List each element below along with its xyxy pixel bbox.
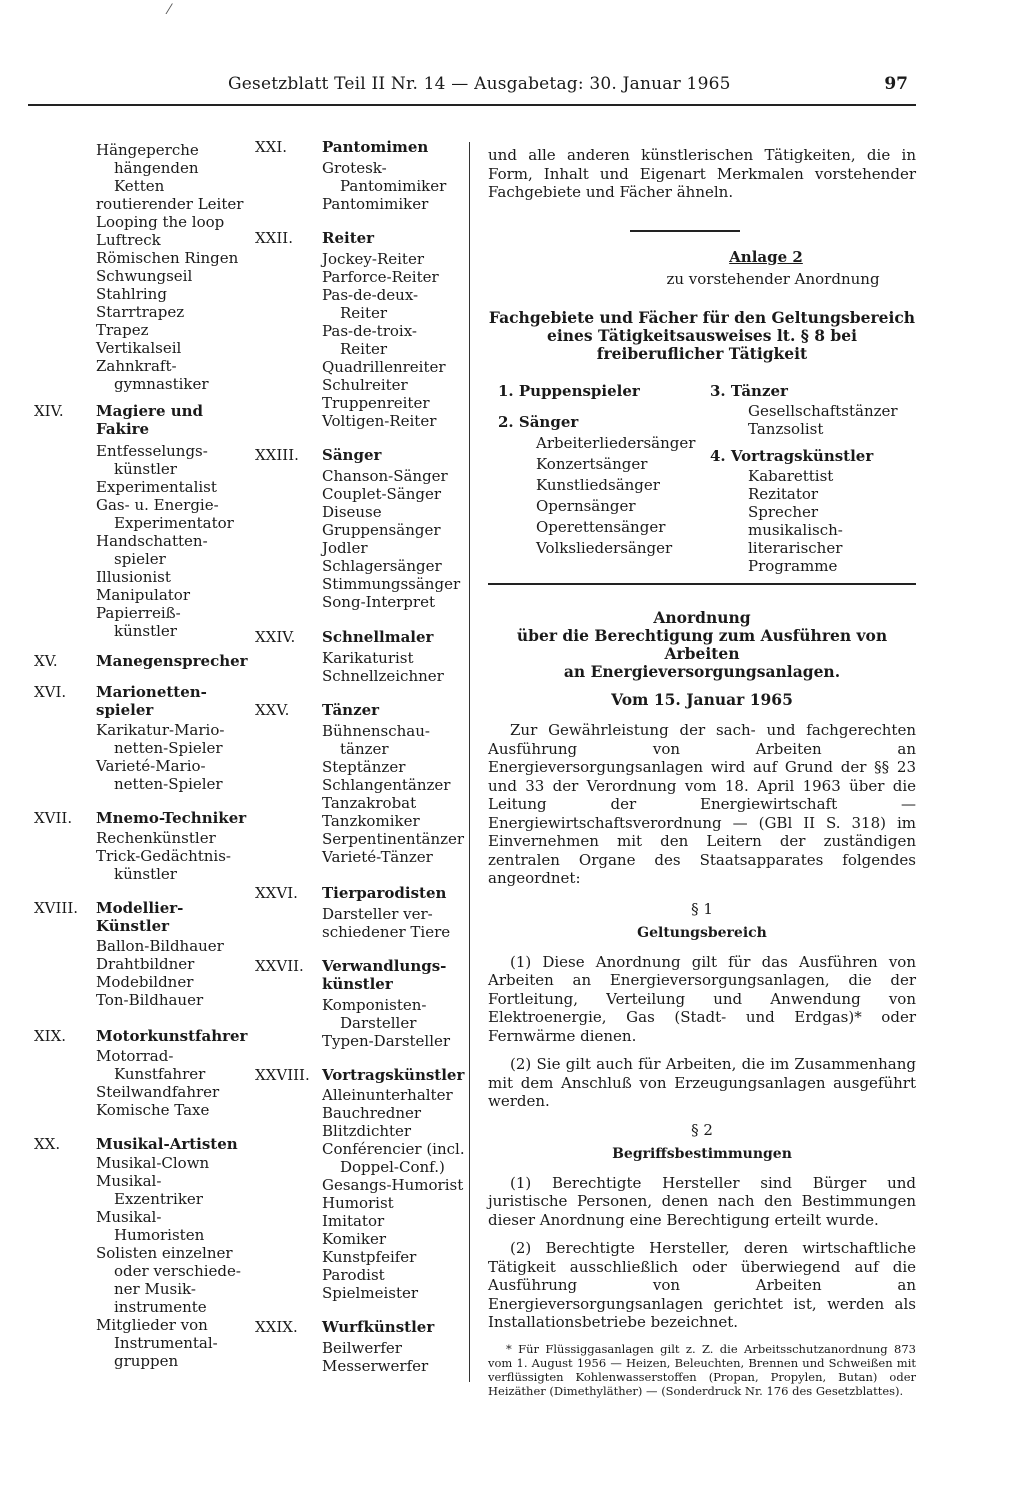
list-item: Pantomimiker xyxy=(322,195,429,213)
paragraph: (1) Berechtigte Hersteller sind Bürger und juristische Personen, denen nach den Bestimmungen dieser Anordnung eine Berechtigung erteilt wurde. xyxy=(488,1173,916,1229)
preamble-paragraph: Zur Gewährleistung der sach- und fachgerechten Ausführung von Arbeiten an Energieversorgungsanlagen wird auf Grund der §§ 23 und 33 der Verordnung vom 18. April 1963 über die Leitung der Energiewirtschaft — Energiewirtschaftsverordnung — (GBl II S. 318) im Einvernehmen mit den Leitern der zuständigen zentralen Organe des Staatsapparates folgendes angeordnet: xyxy=(488,721,916,887)
list-item: Looping the loop xyxy=(96,213,225,231)
list-item: Operettensänger xyxy=(536,517,666,536)
section-title: Fachgebiete und Fächer für den Geltungsbereich eines Tätigkeitsausweises lt. § 8 bei freiberuflicher Tätigkeit xyxy=(488,307,916,363)
list-item: Couplet-Sänger xyxy=(322,485,442,503)
group-heading: XVIII. Modellier- xyxy=(34,899,184,917)
anordnung-title: Anordnung über die Berechtigung zum Ausführen von Arbeiten an Energieversorgungsanlagen. xyxy=(516,607,888,681)
group-xiv xyxy=(34,402,256,640)
paragraph: (2) Sie gilt auch für Arbeiten, die im Zusammenhang mit dem Anschluß von Erzeugungsanlagen ausgeführt werden. xyxy=(488,1055,916,1110)
roman-numeral: XXV. xyxy=(255,701,290,719)
group-heading: künstler xyxy=(322,975,393,993)
list-item: Luftreck xyxy=(96,231,161,249)
list-item: Trapez xyxy=(96,321,149,339)
group-xxiii xyxy=(255,446,472,611)
list-item: Tanzkomiker xyxy=(322,812,420,830)
list-item: Pantomimiker xyxy=(340,177,447,195)
group-xxv xyxy=(255,701,472,866)
list-item: Tanzakrobat xyxy=(322,794,417,812)
list-item: Papierreiß- xyxy=(96,604,181,622)
list-item: Musikal- xyxy=(96,1172,162,1190)
list-item: Schulreiter xyxy=(322,376,408,394)
group-xxi xyxy=(255,138,472,213)
list-item: Pas-de-troix- xyxy=(322,322,417,340)
roman-numeral: XXIV. xyxy=(255,628,296,646)
group-heading: XXIX. Wurfkünstler xyxy=(255,1318,435,1336)
list-item: netten-Spieler xyxy=(114,739,223,757)
list-item: ner Musik- xyxy=(114,1280,196,1298)
list-item: Imitator xyxy=(322,1212,385,1230)
list-item: Gruppensänger xyxy=(322,521,441,539)
group-heading: XXIV. Schnellmaler xyxy=(255,628,434,646)
list-item: gruppen xyxy=(114,1352,179,1370)
group-xxviii xyxy=(255,1066,472,1302)
list-item: Komiker xyxy=(322,1230,386,1248)
group-xvi xyxy=(34,683,256,793)
list-item: Quadrillenreiter xyxy=(322,358,446,376)
list-item: gymnastiker xyxy=(114,375,209,393)
list-item: Schwungseil xyxy=(96,267,193,285)
list-item: Kunstpfeifer xyxy=(322,1248,417,1266)
list-item: Sprecher musikalisch- xyxy=(748,502,843,539)
anlage-subtitle: zu vorstehender Anordnung xyxy=(666,270,880,288)
list-item: Karikatur-Mario- xyxy=(96,721,225,739)
column-2 xyxy=(255,138,472,1375)
list-item: Gesangs-Humorist xyxy=(322,1176,464,1194)
list-item: Steilwandfahrer xyxy=(96,1083,220,1101)
list-item: Varieté-Mario- xyxy=(96,757,206,775)
group-heading: XIX. Motorkunstfahrer xyxy=(34,1027,248,1045)
roman-numeral: XXII. xyxy=(255,229,293,247)
list-item: Zahnkraft- xyxy=(96,357,177,375)
list-item: Komische Taxe xyxy=(96,1101,210,1119)
roman-numeral: XXVI. xyxy=(255,884,298,902)
list-item: Solisten einzelner xyxy=(96,1244,233,1262)
list-item: Trick-Gedächtnis- xyxy=(96,847,231,865)
list-item: Schlagersänger xyxy=(322,557,442,575)
group-heading: spieler xyxy=(96,701,154,719)
list-item: Spielmeister xyxy=(322,1284,419,1302)
list-item: Diseuse xyxy=(322,503,382,521)
list-item: Steptänzer xyxy=(322,758,406,776)
list-item: Bauchredner xyxy=(322,1104,422,1122)
list-heading: 2. Sänger xyxy=(498,412,579,431)
list-item: Song-Interpret xyxy=(322,593,435,611)
list-item: Manipulator xyxy=(96,586,190,604)
list-item: Motorrad- xyxy=(96,1047,174,1065)
roman-numeral: XV. xyxy=(34,652,58,670)
list-item: Typen-Darsteller xyxy=(322,1032,451,1050)
list-item: Entfesselungs- xyxy=(96,442,208,460)
list-item: Bühnenschau- xyxy=(322,722,430,740)
list-item: Gas- u. Energie- xyxy=(96,496,219,514)
list-item: Handschatten- xyxy=(96,532,208,550)
list-item: Stahlring xyxy=(96,285,167,303)
list-item: Humoristen xyxy=(114,1226,205,1244)
intro-paragraph: und alle anderen künstlerischen Tätigkeiten, die in Form, Inhalt und Eigenart Merkmalen vorstehender Fachgebiete und Fächer ähneln. xyxy=(488,146,916,201)
group-heading: XVI. Marionetten- xyxy=(34,683,207,701)
list-item: Kunstliedsänger xyxy=(536,475,660,494)
list-item: Parforce-Reiter xyxy=(322,268,439,286)
column-3 xyxy=(488,146,916,1409)
group-xxiv xyxy=(255,628,472,685)
header-rule xyxy=(28,104,916,106)
list-item: Modebildner xyxy=(96,973,194,991)
list-item: Reiter xyxy=(340,304,388,322)
activity-list xyxy=(488,381,916,575)
list-item: Ketten xyxy=(114,177,165,195)
list-item: Humorist xyxy=(322,1194,394,1212)
roman-numeral: XXVIII. xyxy=(255,1066,310,1084)
roman-numeral: XIX. xyxy=(34,1027,67,1045)
list-item: Schnellzeichner xyxy=(322,667,444,685)
header-title: Gesetzblatt Teil II Nr. 14 — Ausgabetag: 30. Januar 1965 xyxy=(228,74,731,94)
list-item: Römischen Ringen xyxy=(96,249,239,267)
anordnung-date: Vom 15. Januar 1965 xyxy=(611,689,793,709)
list-item: Starrtrapez xyxy=(96,303,185,321)
group-xx xyxy=(34,1135,256,1370)
list-item: Ton-Bildhauer xyxy=(96,991,204,1009)
roman-numeral: XIV. xyxy=(34,402,64,420)
list-heading: 1. Puppenspieler xyxy=(498,381,640,400)
list-item: Blitzdichter xyxy=(322,1122,412,1140)
list-item: Musikal-Clown xyxy=(96,1154,210,1172)
list-item: Serpentinentänzer xyxy=(322,830,465,848)
list-item: Mitglieder von xyxy=(96,1316,208,1334)
list-item: Volksliedersänger xyxy=(536,538,673,557)
list-item: künstler xyxy=(114,622,177,640)
list-item: Conférencier (incl. xyxy=(322,1140,465,1158)
group-heading: XXIII. Sänger xyxy=(255,446,382,464)
list-item: oder verschiede- xyxy=(114,1262,241,1280)
group-heading: Künstler xyxy=(96,917,170,935)
roman-numeral: XX. xyxy=(34,1135,61,1153)
roman-numeral: XVI. xyxy=(34,683,67,701)
list-item: Experimentalist xyxy=(96,478,217,496)
list-item: Parodist xyxy=(322,1266,385,1284)
list-item: Opernsänger xyxy=(536,496,636,515)
paragraph: (2) Berechtigte Hersteller, deren wirtschaftliche Tätigkeit ausschließlich oder überwiegend auf die Ausführung von Arbeiten an Energieversorgungsanlagen gerichtet ist, werden als Installationsbetriebe bezeichnet. xyxy=(488,1239,916,1331)
roman-numeral: XVIII. xyxy=(34,899,79,917)
page-number: 97 xyxy=(884,74,908,94)
group-xxix xyxy=(255,1318,472,1375)
list-item: Illusionist xyxy=(96,568,171,586)
column-1 xyxy=(34,141,256,1370)
list-item: schiedener Tiere xyxy=(322,923,451,941)
roman-numeral: XXI. xyxy=(255,138,288,156)
list-item: instrumente xyxy=(114,1298,207,1316)
list-item: Ballon-Bildhauer xyxy=(96,937,224,955)
list-item: Chanson-Sänger xyxy=(322,467,448,485)
group-heading: XXI. Pantomimen xyxy=(255,138,429,156)
list-heading: 4. Vortragskünstler xyxy=(710,446,874,465)
group-xix xyxy=(34,1027,256,1119)
list-item: netten-Spieler xyxy=(114,775,223,793)
list-item: Jodler xyxy=(322,539,368,557)
list-item: Experimentator xyxy=(114,514,234,532)
list-item: künstler xyxy=(114,460,177,478)
list-item: Instrumental- xyxy=(114,1334,218,1352)
paragraph: (1) Diese Anordnung gilt für das Ausführen von Arbeiten an Energieversorgungsanlagen, die der Fortleitung, Verteilung und Anwendung von Elektroenergie, Gas (Stadt- und Erdgas)* oder Fernwärme dienen. xyxy=(488,952,916,1045)
group-heading: XX. Musikal-Artisten xyxy=(34,1135,238,1153)
roman-numeral: XXIX. xyxy=(255,1318,298,1336)
list-item: Komponisten- xyxy=(322,996,427,1014)
list-item: Gesellschaftstänzer xyxy=(748,401,898,420)
list-item: Konzertsänger xyxy=(536,454,648,473)
list-item: Tanzsolist xyxy=(748,419,824,438)
roman-numeral: XVII. xyxy=(34,809,73,827)
section-number: § 2 xyxy=(691,1120,713,1139)
list-item: Musikal- xyxy=(96,1208,162,1226)
column-divider xyxy=(469,142,470,1382)
list-item: Pas-de-deux- xyxy=(322,286,419,304)
section-number: § 1 xyxy=(691,899,713,918)
group-heading: XIV. Magiere und xyxy=(34,402,204,420)
intro-list xyxy=(96,141,256,393)
list-item: Hängeperche xyxy=(96,141,199,159)
list-item: Beilwerfer xyxy=(322,1339,402,1357)
scan-mark: ⁄ xyxy=(168,2,171,18)
group-heading: XXVIII. Vortragskünstler xyxy=(255,1066,465,1084)
list-item: Varieté-Tänzer xyxy=(322,848,433,866)
roman-numeral: XXVII. xyxy=(255,957,304,975)
list-item: Drahtbildner xyxy=(96,955,195,973)
list-item: tänzer xyxy=(340,740,389,758)
list-heading: 3. Tänzer xyxy=(710,381,788,400)
section-rule xyxy=(488,583,916,585)
list-item: Darsteller xyxy=(340,1014,417,1032)
list-item: Grotesk- xyxy=(322,159,387,177)
group-xvii xyxy=(34,809,256,883)
group-heading: Fakire xyxy=(96,420,150,438)
list-item: spieler xyxy=(114,550,166,568)
group-xviii xyxy=(34,899,256,1009)
footnote: * Für Flüssiggasanlagen gilt z. Z. die Arbeitsschutzanordnung 873 vom 1. August 1956 — Heizen, Beleuchten, Brennen und Schweißen mit verflüssigten Kohlenwasserstoffen (Propan, Propylen, Butan) oder Heizäther (Dimethyläther) — (Sonderdruck Nr. 176 des Gesetzblattes). xyxy=(488,1341,916,1398)
list-item: Rezitator xyxy=(748,484,819,503)
list-item: Reiter xyxy=(340,340,388,358)
group-xv xyxy=(34,652,256,670)
list-item: Programme xyxy=(748,556,838,575)
group-heading: XV. Manegensprecher xyxy=(34,652,248,670)
section-heading: Geltungsbereich xyxy=(637,925,767,941)
list-item: Stimmungssänger xyxy=(322,575,461,593)
roman-numeral: XXIII. xyxy=(255,446,299,464)
section-rule xyxy=(630,230,740,232)
group-xxvi xyxy=(255,884,472,941)
page-header xyxy=(228,74,908,100)
list-item: routierender Leiter xyxy=(96,195,244,213)
list-item: Rechenkünstler xyxy=(96,829,216,847)
list-item: Kunstfahrer xyxy=(114,1065,206,1083)
list-item: Doppel-Conf.) xyxy=(340,1158,445,1176)
list-item: Schlangentänzer xyxy=(322,776,451,794)
group-xxvii xyxy=(255,957,472,1050)
group-heading: XXVI. Tierparodisten xyxy=(255,884,447,902)
list-item: hängenden xyxy=(114,159,199,177)
section-heading: Begriffsbestimmungen xyxy=(612,1146,792,1162)
group-heading: XXII. Reiter xyxy=(255,229,375,247)
list-item: Darsteller ver- xyxy=(322,905,433,923)
list-item: Karikaturist xyxy=(322,649,414,667)
list-item: Alleinunterhalter xyxy=(322,1086,453,1104)
group-xxii xyxy=(255,229,472,430)
group-heading: XXV. Tänzer xyxy=(255,701,380,719)
list-item: Arbeiterliedersänger xyxy=(536,433,696,452)
list-item: Voltigen-Reiter xyxy=(322,412,437,430)
list-item: Truppenreiter xyxy=(322,394,430,412)
list-item: Jockey-Reiter xyxy=(322,250,424,268)
group-heading: XXVII. Verwandlungs- xyxy=(255,957,447,975)
anlage-title: Anlage 2 xyxy=(729,247,803,266)
list-item: literarischer xyxy=(748,538,843,557)
group-heading: XVII. Mnemo-Techniker xyxy=(34,809,247,827)
list-item: künstler xyxy=(114,865,177,883)
list-item: Kabarettist xyxy=(748,466,834,485)
list-item: Messerwerfer xyxy=(322,1357,429,1375)
list-item: Exzentriker xyxy=(114,1190,203,1208)
list-item: Vertikalseil xyxy=(96,339,182,357)
